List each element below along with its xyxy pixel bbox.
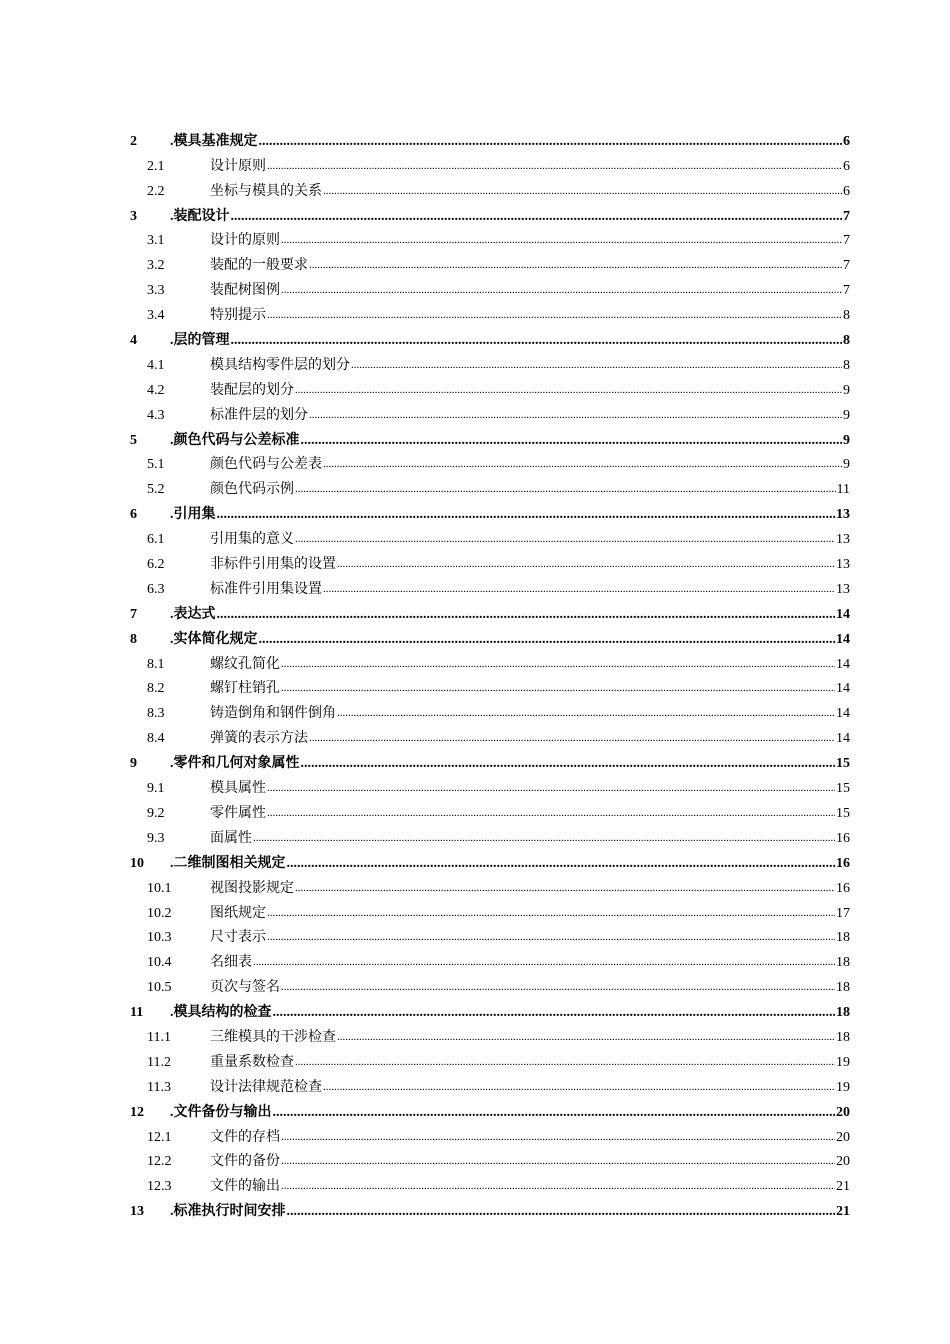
toc-entry-number: 8 [130,631,137,647]
toc-entry-number: 11.1 [147,1029,171,1045]
toc-entry-number: 10.3 [147,930,172,946]
toc-entry-page-number: 16 [836,830,850,846]
toc-entry-number: 10.2 [147,905,172,921]
toc-entry-number: 5.1 [147,457,165,473]
toc-entry-title: 页次与签名 [210,980,280,996]
toc-section-entry[interactable] [130,225,850,250]
toc-dot-leader [273,1104,836,1121]
toc-entry-title: 螺钉柱销孔 [210,681,280,697]
toc-entry-number: 8.4 [147,731,165,747]
toc-dot-leader [267,904,835,922]
toc-entry-number: 4.1 [147,357,165,373]
toc-dot-leader [253,829,835,847]
toc-entry-page-number: 20 [836,1104,850,1120]
toc-dot-leader [309,406,842,424]
toc-entry-page-number: 21 [836,1204,850,1220]
toc-entry-page-number: 14 [836,656,850,672]
toc-entry-number: 10 [130,855,144,871]
toc-entry-number: 8.2 [147,681,165,697]
toc-dot-leader [281,978,835,996]
toc-chapter-entry[interactable] [130,498,850,523]
toc-entry-number: 13 [130,1204,144,1220]
toc-section-entry[interactable] [130,971,850,996]
toc-section-entry[interactable] [130,573,850,598]
toc-dot-leader [267,804,835,822]
toc-section-entry[interactable] [130,1046,850,1071]
toc-dot-leader [295,1053,835,1071]
toc-entry-title: 装配的一般要求 [210,258,308,274]
toc-dot-leader [295,530,835,548]
toc-section-entry[interactable] [130,249,850,274]
toc-entry-page-number: 16 [836,855,850,871]
toc-entry-page-number: 15 [836,805,850,821]
toc-section-entry[interactable] [130,175,850,200]
toc-entry-number: 3 [130,208,137,224]
toc-entry-page-number: 7 [843,208,850,224]
toc-entry-number: 2.2 [147,183,165,199]
toc-entry-number: 10.1 [147,880,172,896]
toc-entry-title: .装配设计 [170,208,230,224]
toc-entry-page-number: 6 [843,158,850,174]
toc-dot-leader [295,381,842,399]
toc-section-entry[interactable] [130,523,850,548]
toc-entry-page-number: 13 [836,507,850,523]
toc-entry-page-number: 8 [843,357,850,373]
toc-entry-title: 装配树图例 [210,283,280,299]
toc-dot-leader [337,1028,835,1046]
toc-entry-page-number: 19 [836,1054,850,1070]
toc-entry-number: 12 [130,1104,144,1120]
toc-entry-page-number: 7 [843,258,850,274]
toc-dot-leader [309,256,842,274]
toc-entry-page-number: 20 [836,1154,850,1170]
toc-section-entry[interactable] [130,349,850,374]
table-of-contents [130,125,850,1220]
toc-section-entry[interactable] [130,1021,850,1046]
toc-entry-number: 6.2 [147,557,165,573]
toc-entry-page-number: 9 [843,382,850,398]
toc-dot-leader [281,679,835,697]
toc-entry-number: 4.2 [147,382,165,398]
toc-entry-page-number: 15 [836,781,850,797]
toc-dot-leader [287,855,836,872]
toc-dot-leader [231,332,843,349]
toc-entry-title: 模具结构零件层的划分 [210,357,350,373]
toc-chapter-entry[interactable] [130,200,850,225]
toc-entry-title: .二维制图相关规定 [170,855,286,871]
toc-section-entry[interactable] [130,1146,850,1171]
toc-entry-title: .引用集 [170,507,216,523]
toc-entry-number: 12.3 [147,1179,172,1195]
toc-entry-title: 标准件引用集设置 [210,581,322,597]
toc-dot-leader [323,182,842,200]
toc-entry-page-number: 8 [843,308,850,324]
toc-entry-title: .标准执行时间安排 [170,1204,286,1220]
toc-entry-number: 9 [130,756,137,772]
toc-entry-number: 12.2 [147,1154,172,1170]
toc-entry-number: 8.1 [147,656,165,672]
toc-entry-page-number: 18 [836,930,850,946]
toc-dot-leader [323,580,835,598]
toc-entry-number: 2.1 [147,158,165,174]
toc-dot-leader [253,953,835,971]
toc-entry-title: 颜色代码与公差表 [210,457,322,473]
toc-entry-title: .表达式 [170,606,216,622]
toc-entry-title: 零件属性 [210,805,266,821]
toc-entry-page-number: 13 [836,557,850,573]
toc-chapter-entry[interactable] [130,1195,850,1220]
toc-entry-title: 特别提示 [210,308,266,324]
toc-section-entry[interactable] [130,697,850,722]
toc-entry-number: 6.1 [147,532,165,548]
toc-entry-number: 9.3 [147,830,165,846]
toc-entry-page-number: 14 [836,706,850,722]
toc-dot-leader [295,879,835,897]
toc-entry-number: 7 [130,606,137,622]
toc-section-entry[interactable] [130,648,850,673]
toc-entry-number: 8.3 [147,706,165,722]
toc-entry-title: 螺纹孔简化 [210,656,280,672]
toc-entry-title: 模具属性 [210,781,266,797]
toc-entry-page-number: 14 [836,606,850,622]
toc-section-entry[interactable] [130,673,850,698]
toc-entry-page-number: 9 [843,407,850,423]
toc-entry-page-number: 18 [836,955,850,971]
toc-section-entry[interactable] [130,548,850,573]
toc-entry-title: .模具基准规定 [170,133,258,149]
toc-entry-title: 三维模具的干涉检查 [210,1029,336,1045]
toc-entry-page-number: 9 [843,457,850,473]
toc-chapter-entry[interactable] [130,747,850,772]
toc-dot-leader [351,356,842,374]
toc-entry-page-number: 20 [836,1129,850,1145]
toc-entry-title: 铸造倒角和钢件倒角 [210,706,336,722]
toc-entry-title: 重量系数检查 [210,1054,294,1070]
toc-section-entry[interactable] [130,299,850,324]
toc-dot-leader [267,306,842,324]
toc-entry-page-number: 8 [843,333,850,349]
toc-entry-title: 非标件引用集的设置 [210,557,336,573]
toc-entry-number: 6.3 [147,581,165,597]
toc-section-entry[interactable] [130,1071,850,1096]
toc-section-entry[interactable] [130,872,850,897]
toc-section-entry[interactable] [130,946,850,971]
toc-entry-number: 4 [130,333,137,349]
toc-dot-leader [309,729,835,747]
toc-entry-page-number: 13 [836,581,850,597]
toc-entry-title: 图纸规定 [210,905,266,921]
toc-entry-number: 5.2 [147,482,165,498]
toc-section-entry[interactable] [130,722,850,747]
toc-dot-leader [337,704,835,722]
toc-chapter-entry[interactable] [130,623,850,648]
toc-section-entry[interactable] [130,473,850,498]
toc-entry-page-number: 15 [836,756,850,772]
toc-entry-number: 11.3 [147,1079,171,1095]
toc-entry-number: 3.4 [147,308,165,324]
toc-chapter-entry[interactable] [130,424,850,449]
toc-dot-leader [259,133,843,150]
toc-entry-title: 设计原则 [210,158,266,174]
toc-dot-leader [259,631,836,648]
toc-section-entry[interactable] [130,449,850,474]
toc-entry-number: 6 [130,507,137,523]
toc-entry-title: 坐标与模具的关系 [210,183,322,199]
toc-chapter-entry[interactable] [130,125,850,150]
toc-section-entry[interactable] [130,897,850,922]
toc-entry-title: .模具结构的检查 [170,1005,272,1021]
toc-entry-title: 弹簧的表示方法 [210,731,308,747]
toc-dot-leader [287,1203,836,1220]
toc-entry-page-number: 17 [836,905,850,921]
toc-entry-number: 10.4 [147,955,172,971]
toc-entry-title: 面属性 [210,830,252,846]
toc-dot-leader [281,231,842,249]
toc-chapter-entry[interactable] [130,996,850,1021]
toc-entry-title: .零件和几何对象属性 [170,756,300,772]
toc-dot-leader [267,928,835,946]
toc-entry-page-number: 14 [836,731,850,747]
toc-dot-leader [323,1078,835,1096]
toc-chapter-entry[interactable] [130,598,850,623]
toc-entry-page-number: 9 [843,432,850,448]
toc-section-entry[interactable] [130,822,850,847]
toc-entry-title: 名细表 [210,955,252,971]
toc-dot-leader [217,506,836,523]
toc-section-entry[interactable] [130,1170,850,1195]
toc-entry-page-number: 19 [836,1079,850,1095]
toc-dot-leader [295,480,836,498]
toc-entry-title: .实体简化规定 [170,631,258,647]
toc-dot-leader [217,606,836,623]
toc-entry-title: 引用集的意义 [210,532,294,548]
toc-entry-page-number: 11 [836,482,850,498]
toc-entry-number: 3.3 [147,283,165,299]
toc-dot-leader [281,1152,835,1170]
toc-section-entry[interactable] [130,1121,850,1146]
toc-dot-leader [231,208,843,225]
toc-entry-title: 装配层的划分 [210,382,294,398]
toc-entry-number: 9.2 [147,805,165,821]
toc-entry-number: 4.3 [147,407,165,423]
toc-section-entry[interactable] [130,374,850,399]
toc-entry-number: 5 [130,432,137,448]
toc-entry-title: .颜色代码与公差标准 [170,432,300,448]
toc-section-entry[interactable] [130,772,850,797]
toc-chapter-entry[interactable] [130,847,850,872]
toc-entry-number: 11.2 [147,1054,171,1070]
toc-dot-leader [323,455,842,473]
toc-dot-leader [301,432,843,449]
toc-section-entry[interactable] [130,922,850,947]
toc-entry-page-number: 13 [836,532,850,548]
toc-entry-title: 视图投影规定 [210,880,294,896]
toc-entry-title: 设计的原则 [210,233,280,249]
toc-entry-page-number: 14 [836,681,850,697]
toc-dot-leader [267,779,835,797]
toc-entry-page-number: 6 [843,183,850,199]
toc-entry-title: 文件的备份 [210,1154,280,1170]
toc-entry-title: 文件的存档 [210,1129,280,1145]
toc-entry-title: 尺寸表示 [210,930,266,946]
toc-entry-page-number: 21 [836,1179,850,1195]
toc-entry-number: 2 [130,133,137,149]
toc-entry-page-number: 18 [836,1029,850,1045]
toc-entry-number: 10.5 [147,980,172,996]
toc-entry-page-number: 14 [836,631,850,647]
toc-entry-title: 颜色代码示例 [210,482,294,498]
toc-entry-title: 标准件层的划分 [210,407,308,423]
toc-dot-leader [281,655,835,673]
toc-entry-number: 3.2 [147,258,165,274]
toc-dot-leader [281,281,842,299]
toc-entry-page-number: 18 [836,1005,850,1021]
toc-entry-page-number: 16 [836,880,850,896]
toc-dot-leader [267,157,842,175]
toc-section-entry[interactable] [130,797,850,822]
toc-entry-page-number: 6 [843,133,850,149]
toc-entry-number: 11 [130,1005,144,1021]
toc-entry-title: .文件备份与输出 [170,1104,272,1120]
toc-dot-leader [281,1177,835,1195]
toc-entry-number: 12.1 [147,1129,172,1145]
toc-dot-leader [281,1128,835,1146]
toc-entry-title: 文件的输出 [210,1179,280,1195]
toc-dot-leader [301,755,836,772]
toc-entry-title: 设计法律规范检查 [210,1079,322,1095]
toc-chapter-entry[interactable] [130,1096,850,1121]
toc-dot-leader [273,1004,836,1021]
toc-section-entry[interactable] [130,399,850,424]
toc-entry-page-number: 18 [836,980,850,996]
toc-entry-number: 3.1 [147,233,165,249]
toc-entry-page-number: 7 [843,283,850,299]
toc-section-entry[interactable] [130,150,850,175]
toc-dot-leader [337,555,835,573]
toc-entry-number: 9.1 [147,781,165,797]
toc-entry-page-number: 7 [843,233,850,249]
toc-chapter-entry[interactable] [130,324,850,349]
toc-section-entry[interactable] [130,274,850,299]
toc-entry-title: .层的管理 [170,333,230,349]
